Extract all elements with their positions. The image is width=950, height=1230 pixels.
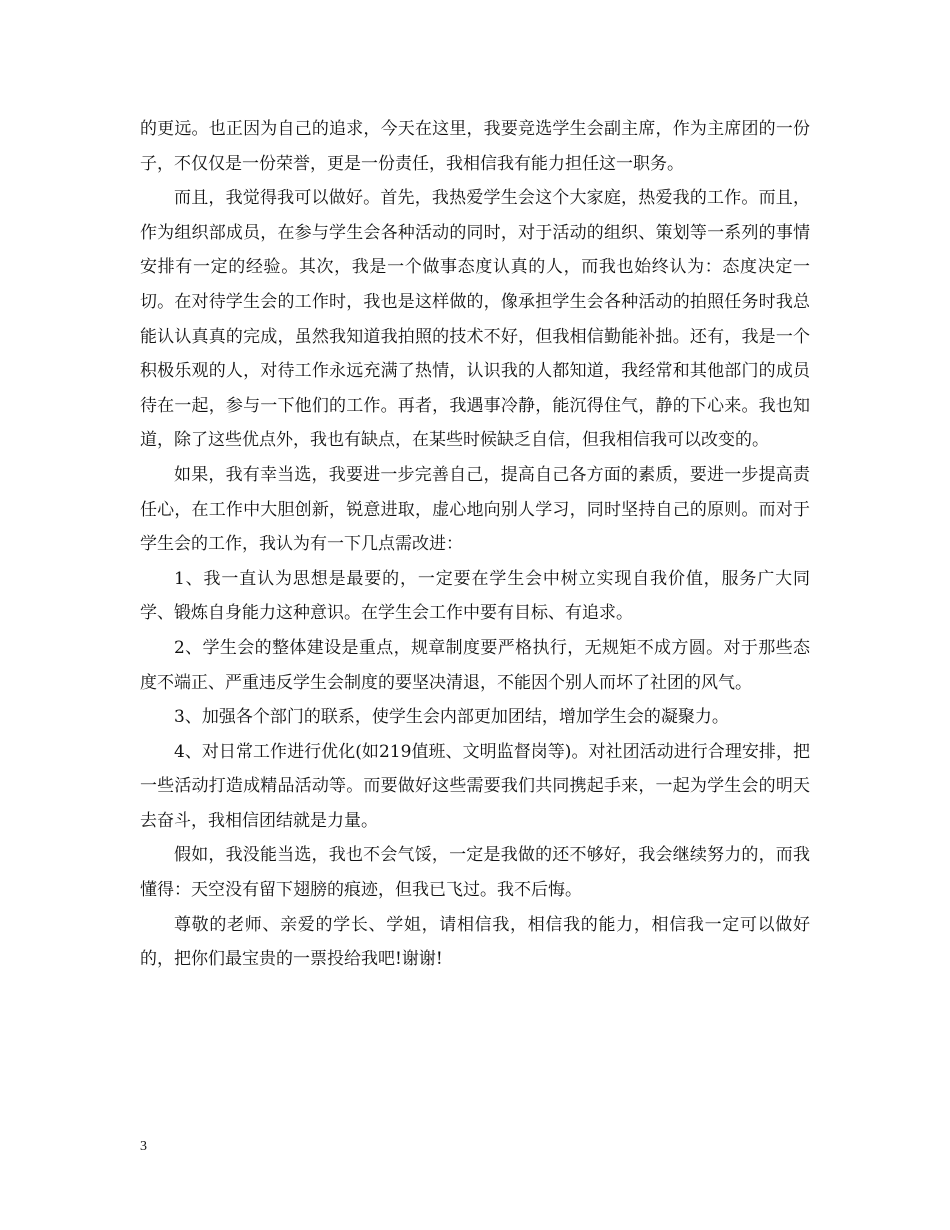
list-item-2: 2、学生会的整体建设是重点，规章制度要严格执行，无规矩不成方圆。对于那些态度不端正、严重违反学生会制度的要坚决清退，不能因个别人而坏了社团的风气。 — [140, 637, 810, 693]
list-item-1: 1、我一直认为思想是最要的，一定要在学生会中树立实现自我价值，服务广大同学、锻炼自身能力这种意识。在学生会工作中要有目标、有追求。 — [140, 568, 810, 624]
paragraph-if-not-elected: 假如，我没能当选，我也不会气馁，一定是我做的还不够好，我会继续努力的，而我懂得：天空没有留下翅膀的痕迹，但我已飞过。我不后悔。 — [140, 845, 810, 901]
list-item-3: 3、加强各个部门的联系，使学生会内部更加团结，增加学生会的凝聚力。 — [174, 707, 729, 728]
paragraph-if-elected: 如果，我有幸当选，我要进一步完善自己，提高自己各方面的素质，要进一步提高责任心，在工作中大胆创新，锐意进取，虚心地向别人学习，同时坚持自己的原则。而对于学生会的工作，我认为有一下几点需改进： — [140, 464, 810, 555]
list-item-4: 4、对日常工作进行优化(如219值班、文明监督岗等)。对社团活动进行合理安排，把一些活动打造成精品活动等。而要做好这些需要我们共同携起手来，一起为学生会的明天去奋斗，我相信团结就是力量。 — [140, 741, 810, 831]
paragraph-qualifications: 而且，我觉得我可以做好。首先，我热爱学生会这个大家庭，热爱我的工作。而且，作为组织部成员，在参与学生会各种活动的同时，对于活动的组织、策划等一系列的事情安排有一定的经验。其次，我是一个做事态度认真的人，而我也始终认为：态度决定一切。在对待学生会的工作时，我也是这样做的，像承担学生会各种活动的拍照任务时我总能认认真真的完成，虽然我知道我拍照的技术不好，但我相信勤能补拙。还有，我是一个积极乐观的人，对待工作永远充满了热情，认识我的人都知道，我经常和其他部门的成员待在一起，参与一下他们的工作。再者，我遇事冷静，能沉得住气，静的下心来。我也知道，除了这些优点外，我也有缺点，在某些时候缺乏自信，但我相信我可以改变的。 — [140, 188, 810, 451]
paragraph-continuation: 的更远。也正因为自己的追求，今天在这里，我要竞选学生会副主席，作为主席团的一份子，不仅仅是一份荣誉，更是一份责任，我相信我有能力担任这一职务。 — [140, 119, 810, 174]
paragraph-closing: 尊敬的老师、亲爱的学长、学姐，请相信我，相信我的能力，相信我一定可以做好的，把你们最宝贵的一票投给我吧!谢谢! — [140, 914, 810, 970]
document-body — [140, 112, 810, 977]
page-number: 3 — [140, 1139, 147, 1154]
